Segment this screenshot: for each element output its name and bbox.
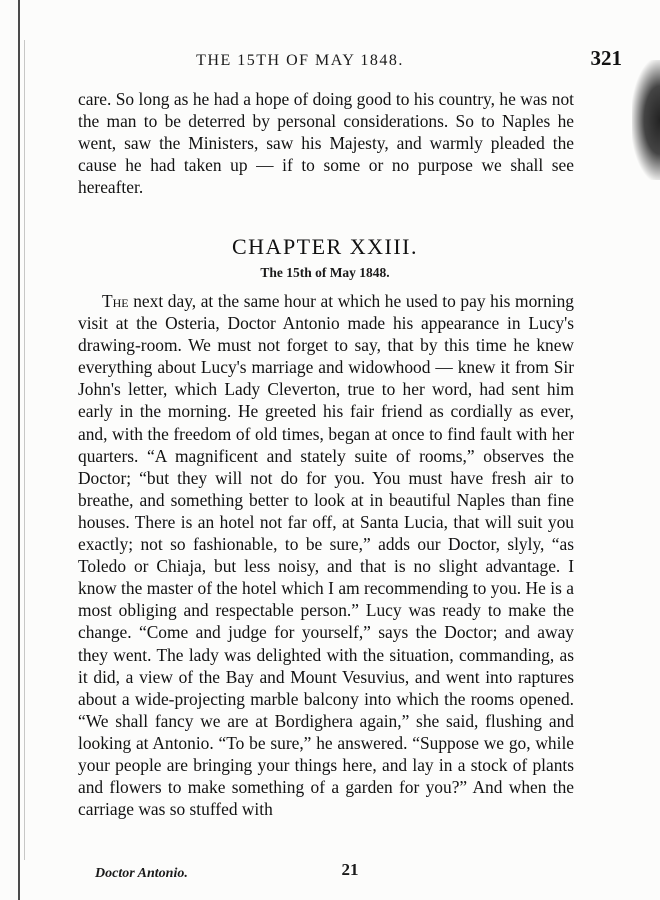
chapter-subtitle: The 15th of May 1848. xyxy=(260,265,390,280)
body-paragraph-text: next day, at the same hour at which he used to pay his morning visit at the Osteria, Doctor Antonio made his appearance in Lucy's drawing-room. We must not forget to say, that by this time he knew everything about Lucy's marriage and widowhood — knew it from Sir John's letter, which Lady Cleverton, true to her word, had sent him early in the morning. He greeted his fair friend as cordially as ever, and, with the freedom of old times, began at once to find fault with her quarters. “A magnificent and stately suite of rooms,” observes the Doctor; “but they will not do for you. You must have fresh air to breathe, and something better to look at in beautiful Naples than fine houses. There is an hotel not far off, at Santa Lucia, that will suit you exactly; not so fashionable, to be sure,” adds our Doctor, slyly, “as Toledo or Chiaja, but less noisy, and that is no slight advantage. I know the master of the hotel which I am recommending to you. He is a most obliging and respectable person.” Lucy was ready to make the change. “Come and judge for yourself,” says the Doctor; and away they went. The lady was delighted with the situation, commanding, as it did, a view of the Bay and Mount Vesuvius, and went into raptures about a wide-projecting marble balcony into which the rooms opened. “We shall fancy we are at Bordighera again,” she said, flushing and looking at Antonio. “To be sure,” he answered. “Suppose we go, while your people are bringing your things here, and lay in a stock of plants and flowers to make something of a garden for you?” And when the carriage was so stuffed with xyxy=(78,291,574,820)
page-binding-edge xyxy=(18,0,20,900)
body-paragraph xyxy=(78,290,574,820)
scan-shadow xyxy=(632,60,660,180)
page-gutter-line xyxy=(24,40,25,860)
footer-book-title: Doctor Antonio. xyxy=(95,866,188,881)
continued-paragraph-block xyxy=(78,88,574,198)
signature-mark: 21 xyxy=(341,860,359,879)
running-head: THE 15TH OF MAY 1848. xyxy=(196,52,404,69)
chapter-body xyxy=(78,290,574,820)
continued-paragraph: care. So long as he had a hope of doing good to his country, he was not the man to be deterred by personal considerations. So to Naples he went, saw the Ministers, saw his Majesty, and warmly pleaded the cause he had taken up — if to some or no purpose we shall see hereafter. xyxy=(78,89,574,198)
lead-in-word: The xyxy=(102,291,129,311)
page-number: 321 xyxy=(590,46,622,70)
chapter-heading: CHAPTER XXIII. xyxy=(232,234,418,259)
